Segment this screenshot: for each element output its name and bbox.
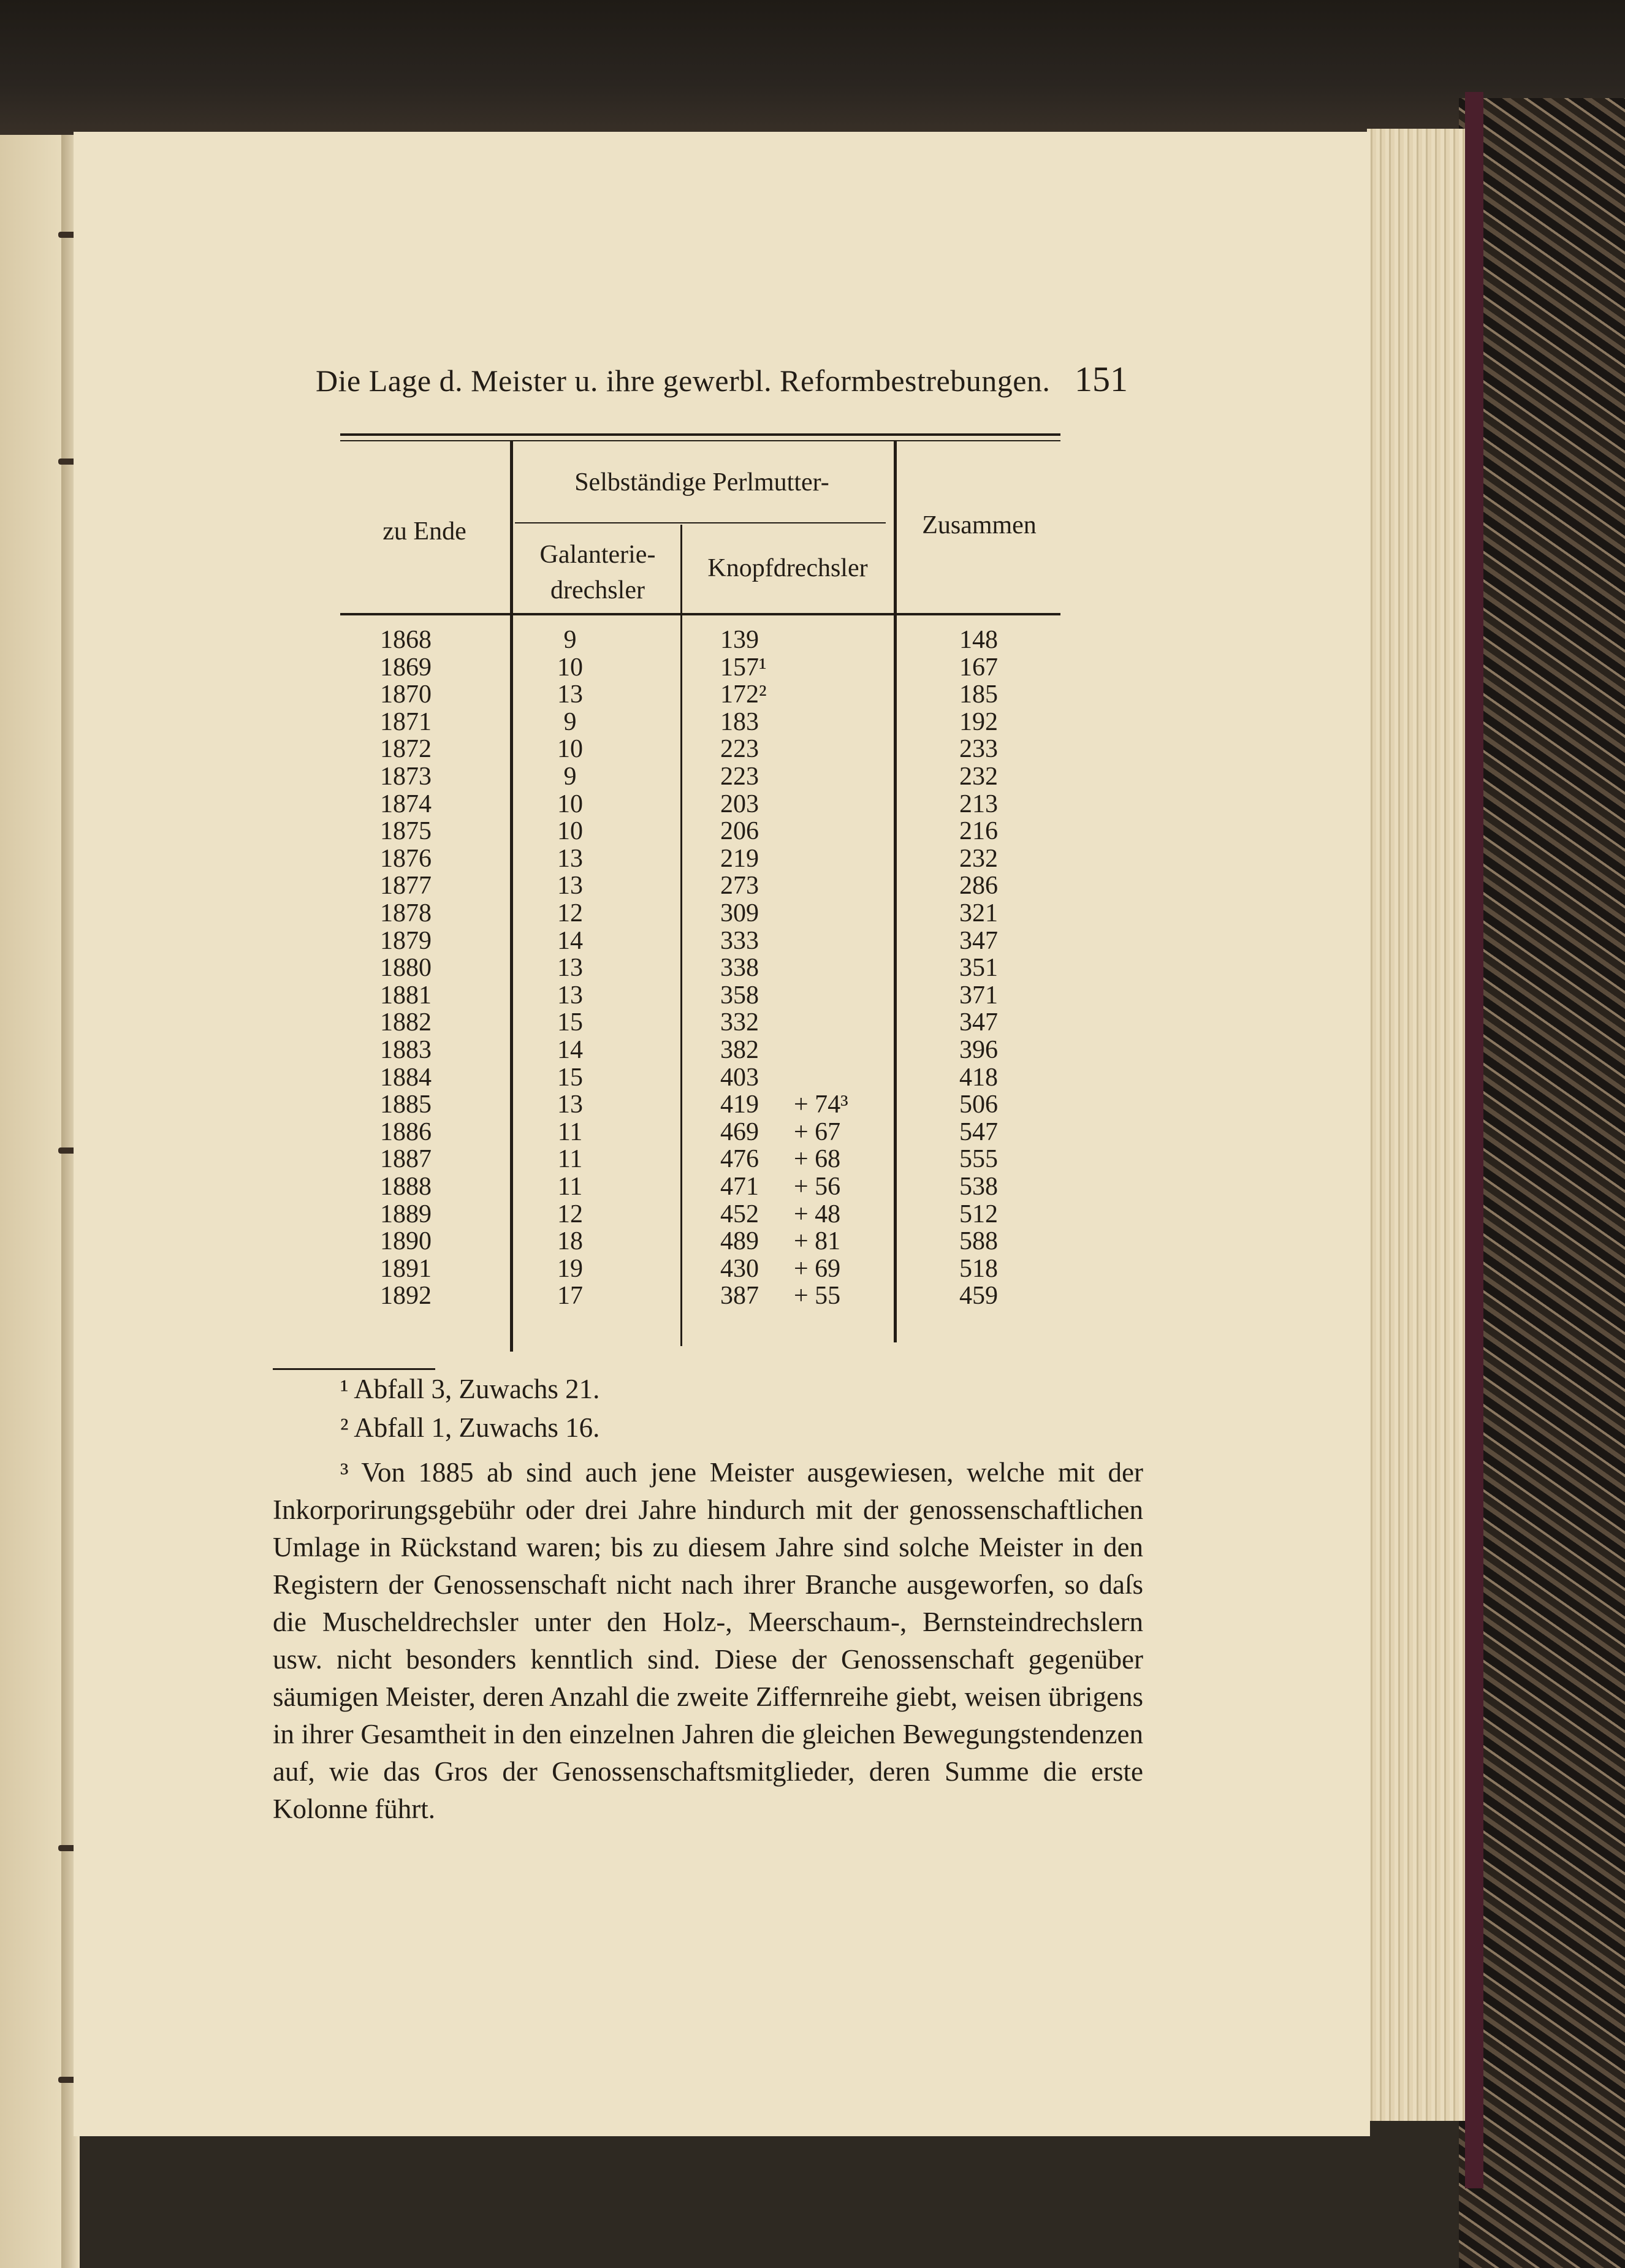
cell-total: 518 [959, 1254, 998, 1283]
cell-year: 1884 [380, 1063, 432, 1092]
cell-total: 347 [959, 1008, 998, 1037]
cell-total: 396 [959, 1036, 998, 1064]
cell-year: 1870 [380, 680, 432, 709]
cell-total: 321 [959, 899, 998, 927]
table-top-rule [340, 433, 1060, 436]
book-spine-edge [1465, 92, 1483, 2188]
cell-total: 286 [959, 872, 998, 900]
footnote-rule [273, 1368, 435, 1370]
table-row [340, 1255, 1076, 1283]
table-row [340, 1037, 1076, 1064]
table-row [340, 709, 1076, 736]
cell-galanterie: 10 [557, 653, 583, 682]
cell-year: 1872 [380, 735, 432, 764]
left-page-edge [0, 135, 67, 2268]
cell-total: 538 [959, 1173, 998, 1201]
cell-knopf: 203 [720, 790, 759, 818]
table-row [340, 681, 1076, 709]
header-total: Zusammen [922, 511, 1037, 539]
cell-total: 148 [959, 626, 998, 654]
group-header-rule [515, 522, 886, 523]
cell-year: 1891 [380, 1254, 432, 1283]
table-row [340, 818, 1076, 845]
cell-knopf: 332 [720, 1008, 759, 1037]
cell-year: 1879 [380, 926, 432, 955]
cell-total: 232 [959, 844, 998, 873]
cell-knopf: 309 [720, 899, 759, 927]
cell-knopf: 419 [720, 1090, 759, 1119]
header-bottom-rule [340, 613, 1060, 615]
page-fore-edge [1367, 129, 1465, 2121]
cell-galanterie: 9 [563, 763, 577, 791]
cell-knopf: 403 [720, 1063, 759, 1092]
cell-total: 213 [959, 790, 998, 818]
table-row [340, 763, 1076, 791]
header-knopf: Knopfdrechsler [707, 554, 868, 582]
cell-knopf: 139 [720, 626, 759, 654]
cell-total: 216 [959, 817, 998, 846]
table-row [340, 736, 1076, 763]
footnote-3-text: ³ Von 1885 ab sind auch jene Meister ausgewiesen, welche mit der Inkorporirungsgebühr oder drei Jahre hindurch mit der genossenschaftlichen Umlage in Rückstand waren; bis zu diesem Jahre sind solche Meister in den Registern der Genossenschaft nicht nach ihrer Branche ausgeworfen, so daſs die Muscheldrechsler unter den Holz-, Meerschaum-, Bernsteindrechslern usw. nicht besonders kenntlich sind. Diese der Genossenschaft gegenüber säumigen Meister, deren Anzahl die zweite Ziffernreihe giebt, weisen übrigens in ihrer Gesamtheit in den einzelnen Jahren die gleichen Bewegungstendenzen auf, wie das Gros der Genossenschaftsmitglieder, deren Summe die erste Kolonne führt. [273, 1457, 1143, 1824]
cell-arrears: + 69 [794, 1254, 841, 1283]
cell-arrears: + 81 [794, 1227, 841, 1256]
cell-knopf: 183 [720, 707, 759, 736]
cell-year: 1883 [380, 1036, 432, 1064]
footnote-1: ¹ Abfall 3, Zuwachs 21. [340, 1374, 600, 1404]
cell-total: 588 [959, 1227, 998, 1256]
cell-galanterie: 19 [557, 1254, 583, 1283]
cell-knopf: 382 [720, 1036, 759, 1064]
cell-galanterie: 11 [557, 1117, 583, 1146]
cell-total: 192 [959, 707, 998, 736]
cell-galanterie: 15 [557, 1063, 583, 1092]
table-row [340, 1282, 1076, 1310]
cell-knopf: 273 [720, 872, 759, 900]
cell-year: 1874 [380, 790, 432, 818]
table-row [340, 1119, 1076, 1146]
header-galanterie-2: drechsler [550, 576, 645, 604]
cell-knopf: 452 [720, 1200, 759, 1228]
cell-galanterie: 9 [563, 626, 577, 654]
cell-galanterie: 10 [557, 790, 583, 818]
table-row [340, 791, 1076, 818]
cell-knopf: 489 [720, 1227, 759, 1256]
cell-total: 351 [959, 954, 998, 983]
table-row [340, 900, 1076, 927]
cell-knopf: 172² [720, 680, 767, 709]
cell-galanterie: 13 [557, 1090, 583, 1119]
cell-total: 506 [959, 1090, 998, 1119]
book-cover-marbled [1459, 98, 1625, 2268]
cell-galanterie: 12 [557, 1200, 583, 1228]
table-row [340, 626, 1076, 654]
cell-knopf: 223 [720, 735, 759, 764]
cell-knopf: 206 [720, 817, 759, 846]
cell-year: 1887 [380, 1145, 432, 1174]
table-row [340, 845, 1076, 873]
cell-galanterie: 12 [557, 899, 583, 927]
cell-galanterie: 13 [557, 872, 583, 900]
cell-year: 1869 [380, 653, 432, 682]
cell-galanterie: 13 [557, 844, 583, 873]
cell-arrears: + 74³ [794, 1090, 848, 1119]
cell-total: 347 [959, 926, 998, 955]
cell-total: 232 [959, 763, 998, 791]
cell-year: 1890 [380, 1227, 432, 1256]
page-number: 151 [1075, 359, 1128, 399]
table-row [340, 1173, 1076, 1201]
table-top-rule-thin [340, 440, 1060, 441]
cell-knopf: 333 [720, 926, 759, 955]
table-row [340, 654, 1076, 682]
cell-knopf: 338 [720, 954, 759, 983]
cell-knopf: 430 [720, 1254, 759, 1283]
table-row [340, 1228, 1076, 1255]
cell-year: 1885 [380, 1090, 432, 1119]
table-row [340, 1009, 1076, 1037]
cell-year: 1881 [380, 981, 432, 1010]
cell-galanterie: 9 [563, 707, 577, 736]
cell-arrears: + 55 [794, 1282, 841, 1311]
cell-galanterie: 13 [557, 981, 583, 1010]
cell-year: 1868 [380, 626, 432, 654]
table-row [340, 954, 1076, 982]
cell-year: 1875 [380, 817, 432, 846]
cell-year: 1878 [380, 899, 432, 927]
cell-year: 1888 [380, 1173, 432, 1201]
cell-galanterie: 15 [557, 1008, 583, 1037]
cell-total: 418 [959, 1063, 998, 1092]
cell-total: 233 [959, 735, 998, 764]
table-row [340, 1201, 1076, 1228]
cell-knopf: 387 [720, 1282, 759, 1311]
cell-year: 1882 [380, 1008, 432, 1037]
cell-arrears: + 68 [794, 1145, 841, 1174]
cell-total: 185 [959, 680, 998, 709]
cell-year: 1873 [380, 763, 432, 791]
cell-knopf: 471 [720, 1173, 759, 1201]
cell-galanterie: 11 [557, 1145, 583, 1174]
cell-arrears: + 67 [794, 1117, 841, 1146]
footnote-3 [273, 1454, 1143, 1828]
cell-knopf: 358 [720, 981, 759, 1010]
table-row [340, 872, 1076, 900]
header-galanterie-1: Galanterie- [539, 541, 656, 569]
table-row [340, 1091, 1076, 1119]
cell-year: 1892 [380, 1282, 432, 1311]
book-cover-top [0, 0, 1625, 141]
cell-arrears: + 48 [794, 1200, 841, 1228]
cell-total: 167 [959, 653, 998, 682]
cell-galanterie: 10 [557, 817, 583, 846]
cell-galanterie: 11 [557, 1173, 583, 1201]
cell-total: 547 [959, 1117, 998, 1146]
running-header-title: Die Lage d. Meister u. ihre gewerbl. Reformbestrebungen. [316, 363, 1051, 398]
table-row [340, 1064, 1076, 1092]
cell-knopf: 469 [720, 1117, 759, 1146]
cell-galanterie: 14 [557, 1036, 583, 1064]
header-year: zu Ende [382, 517, 466, 546]
cell-galanterie: 17 [557, 1282, 583, 1311]
table-row [340, 982, 1076, 1010]
cell-galanterie: 13 [557, 680, 583, 709]
cell-year: 1877 [380, 872, 432, 900]
cell-knopf: 223 [720, 763, 759, 791]
cell-year: 1889 [380, 1200, 432, 1228]
cell-year: 1886 [380, 1117, 432, 1146]
header-group: Selbständige Perlmutter- [574, 468, 829, 497]
cell-year: 1880 [380, 954, 432, 983]
cell-galanterie: 14 [557, 926, 583, 955]
cell-total: 512 [959, 1200, 998, 1228]
cell-arrears: + 56 [794, 1173, 841, 1201]
cell-total: 459 [959, 1282, 998, 1311]
cell-knopf: 219 [720, 844, 759, 873]
cell-galanterie: 18 [557, 1227, 583, 1256]
footnote-2: ² Abfall 1, Zuwachs 16. [340, 1412, 600, 1443]
cell-galanterie: 10 [557, 735, 583, 764]
cell-total: 555 [959, 1145, 998, 1174]
cell-year: 1876 [380, 844, 432, 873]
running-header [316, 359, 1128, 400]
table-row [340, 927, 1076, 955]
cell-knopf: 476 [720, 1145, 759, 1174]
cell-knopf: 157¹ [720, 653, 767, 682]
cell-year: 1871 [380, 707, 432, 736]
cell-total: 371 [959, 981, 998, 1010]
cell-galanterie: 13 [557, 954, 583, 983]
table-row [340, 1146, 1076, 1173]
